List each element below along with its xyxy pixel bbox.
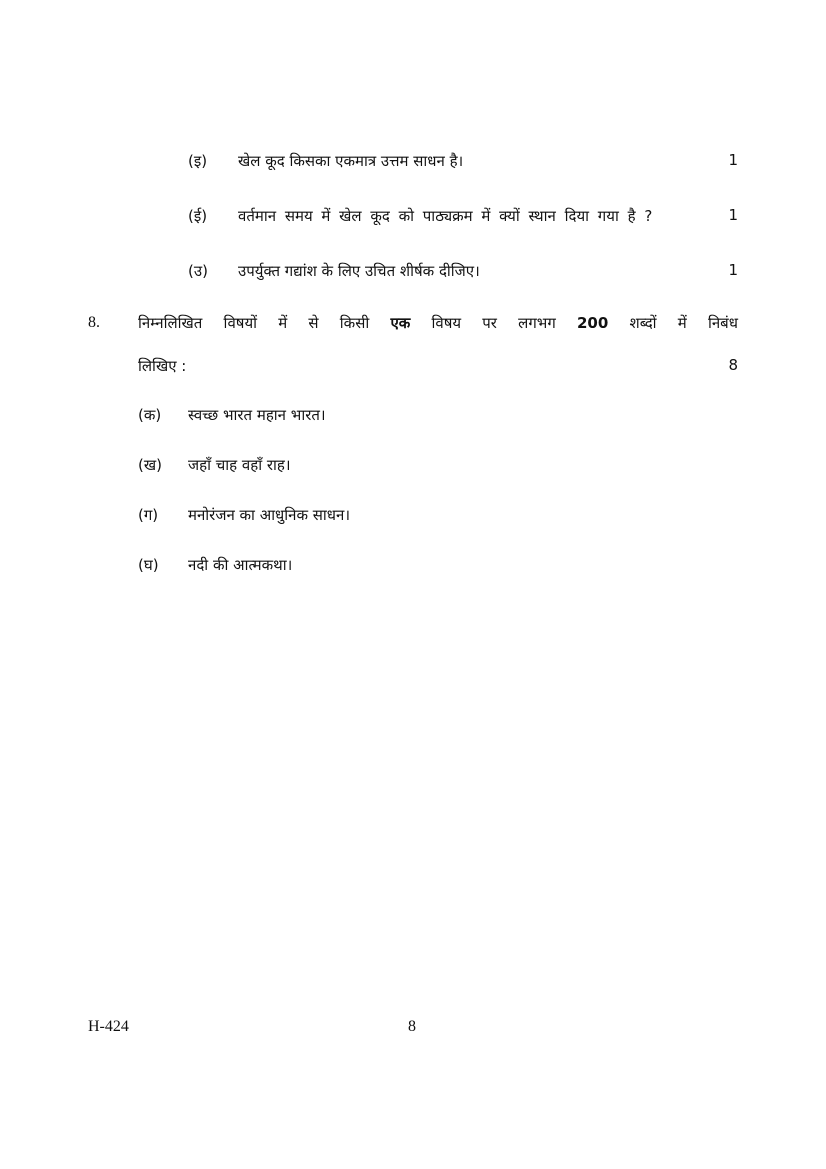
subpart-text: खेल कूद किसका एकमात्र उत्तम साधन है।	[238, 152, 464, 170]
subpart-label: (ई)	[188, 207, 208, 225]
page-number: 8	[408, 1018, 416, 1035]
option-text: मनोरंजन का आधुनिक साधन।	[188, 506, 351, 524]
question-text-part: शब्दों में निबंध	[629, 314, 738, 332]
question-text-part: विषय पर लगभग	[431, 314, 556, 332]
subpart-marks: 1	[728, 151, 738, 169]
question-marks: 8	[728, 356, 738, 374]
subpart-text: उपर्युक्त गद्यांश के लिए उचित शीर्षक दीजिए।	[238, 262, 480, 280]
question-text-line2: लिखिए :	[138, 357, 187, 375]
option-label: (ग)	[138, 506, 159, 524]
option-text: नदी की आत्मकथा।	[188, 556, 293, 574]
subpart-label: (उ)	[188, 262, 208, 280]
subpart-marks: 1	[728, 261, 738, 279]
word-count: 200	[576, 314, 609, 332]
question-text-line1	[138, 313, 738, 333]
subpart-marks: 1	[728, 206, 738, 224]
subpart-label: (इ)	[188, 152, 208, 170]
question-emphasis: एक	[390, 314, 411, 332]
paper-code: H-424	[88, 1018, 129, 1035]
option-text: स्वच्छ भारत महान भारत।	[188, 406, 326, 424]
option-label: (क)	[138, 406, 162, 424]
question-number: 8.	[88, 314, 100, 331]
option-label: (घ)	[138, 556, 159, 574]
question-text-part: निम्नलिखित विषयों में से किसी	[138, 314, 370, 332]
option-text: जहाँ चाह वहाँ राह।	[188, 456, 291, 474]
subpart-text: वर्तमान समय में खेल कूद को पाठ्यक्रम में क्यों स्थान दिया गया है ?	[238, 207, 653, 225]
option-label: (ख)	[138, 456, 162, 474]
